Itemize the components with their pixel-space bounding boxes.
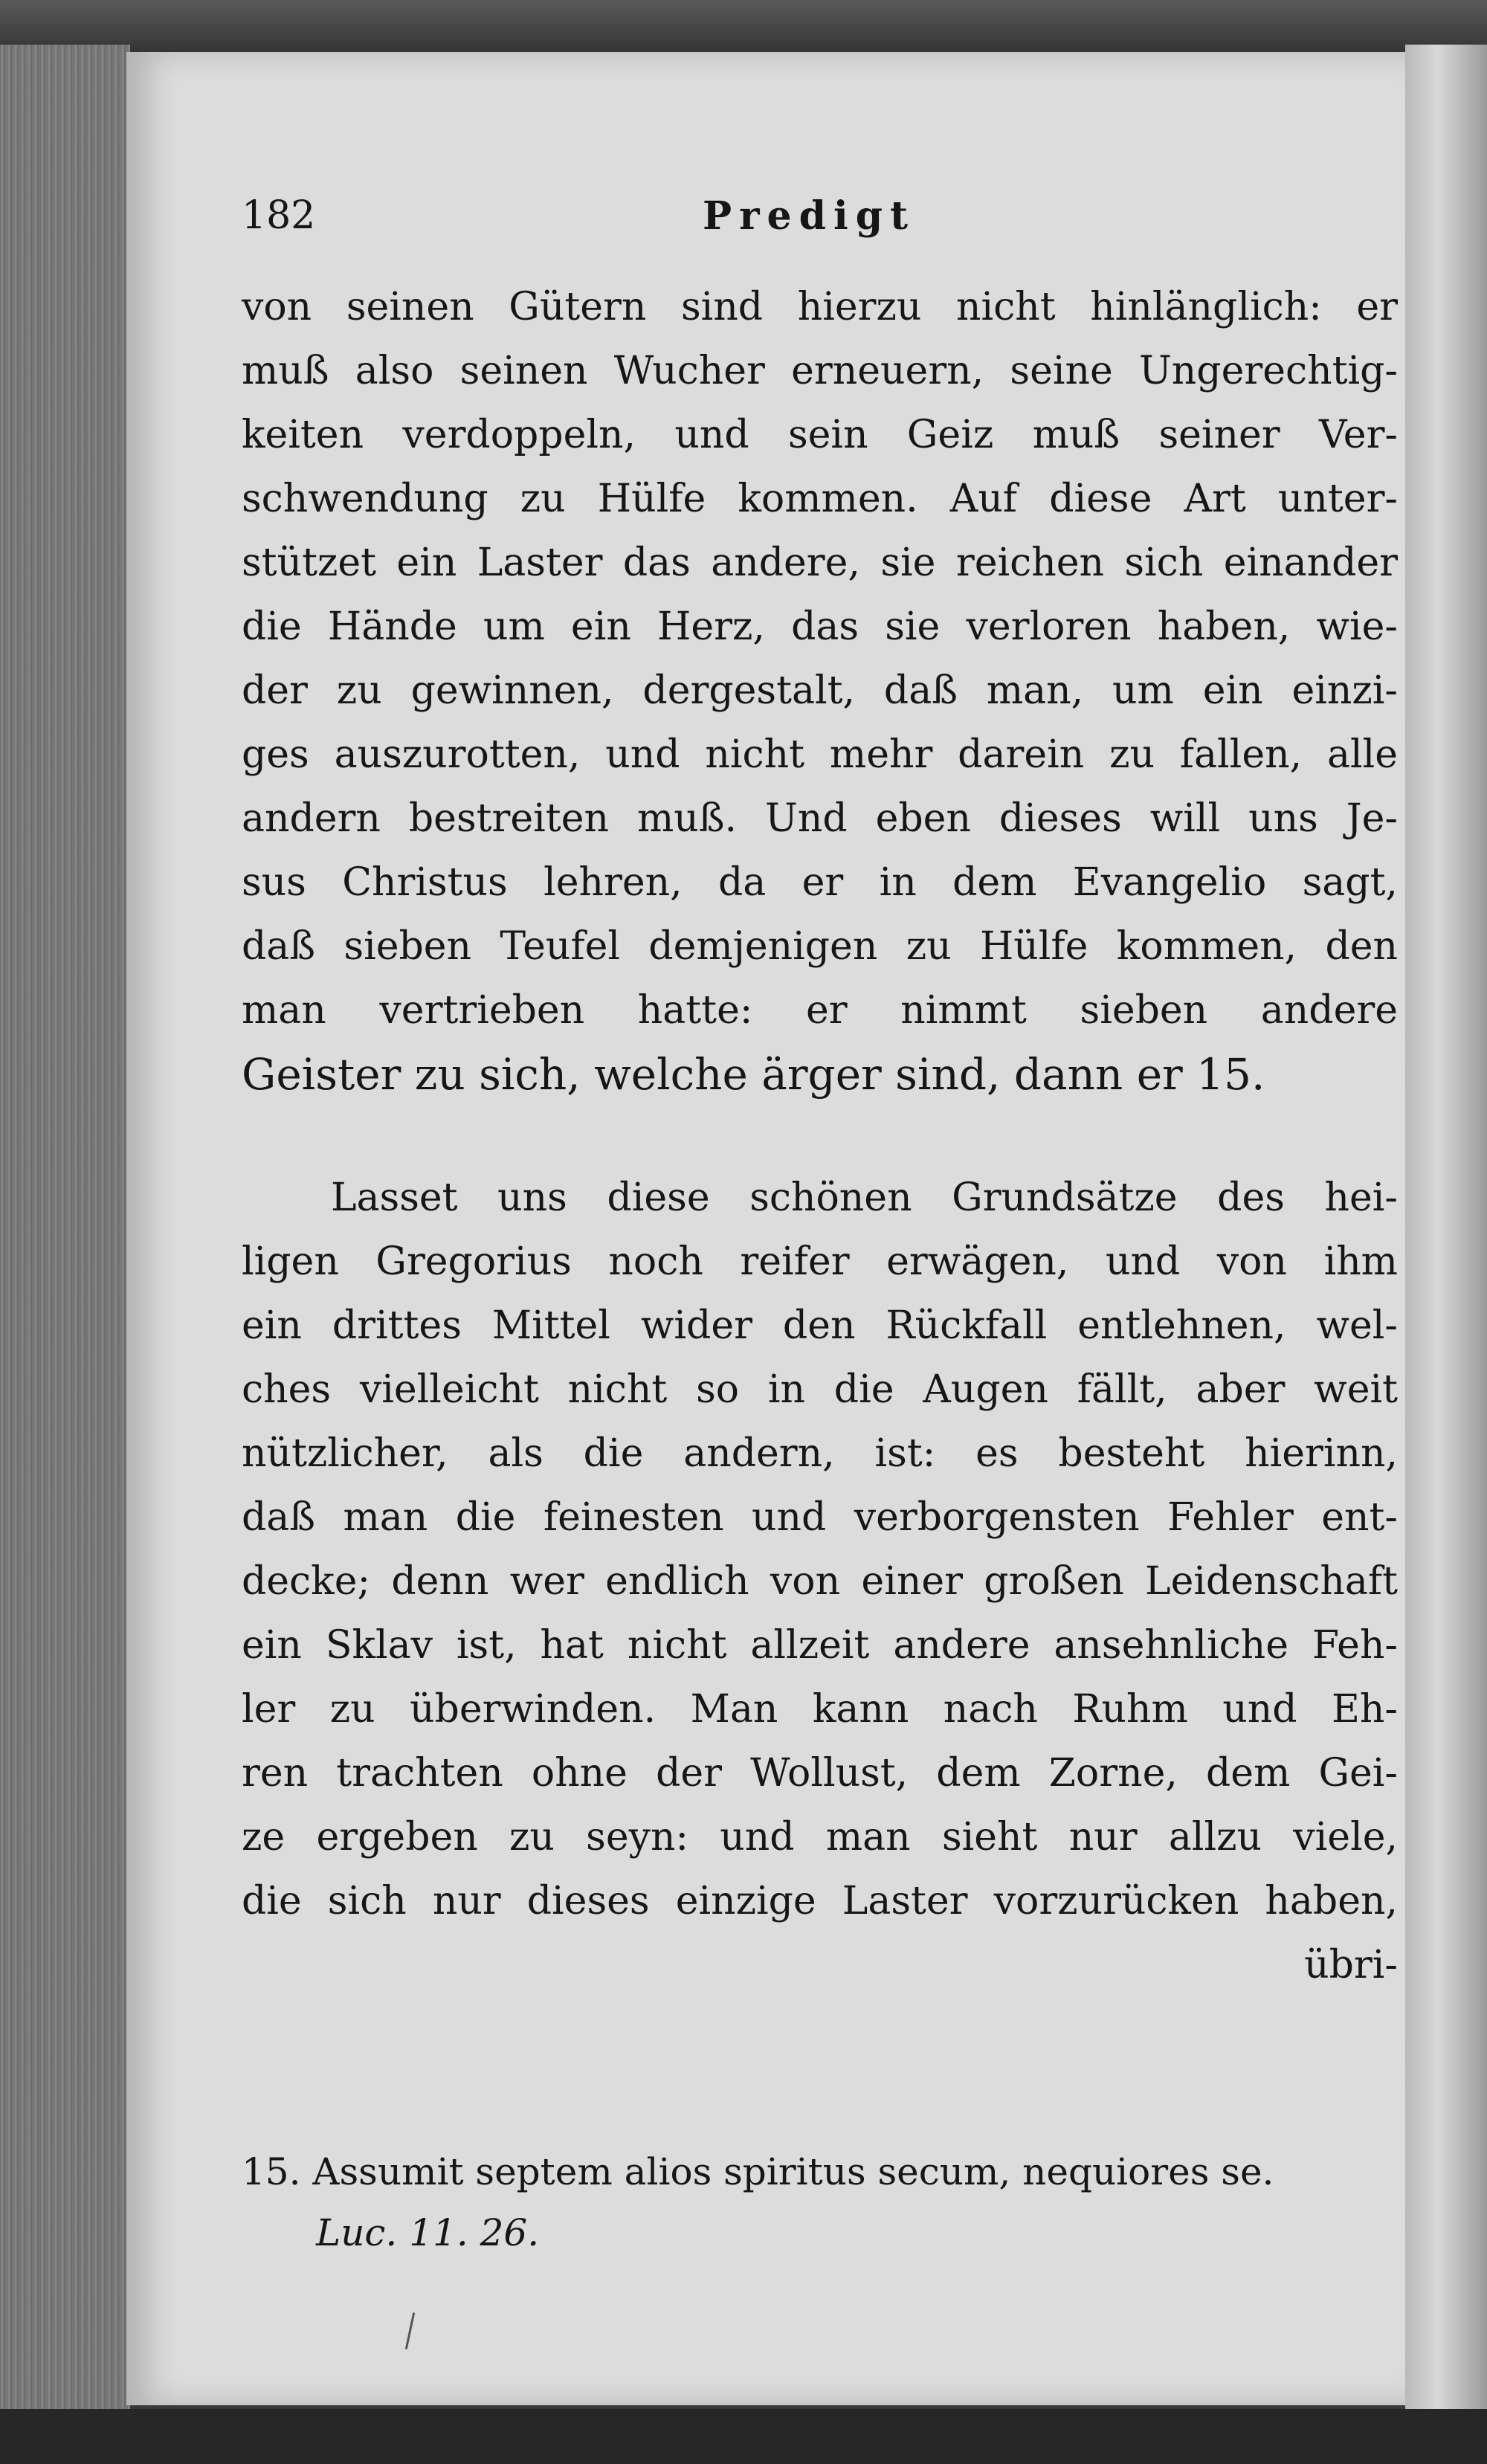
book-edge-right	[1405, 45, 1487, 2424]
text-line: andern bestreiten muß. Und eben dieses will uns Je-	[242, 796, 1398, 841]
text-line: daß sieben Teufel demjenigen zu Hülfe kommen, den	[242, 924, 1398, 969]
text-line: ze ergeben zu seyn: und man sieht nur allzu viele,	[242, 1815, 1398, 1860]
body-text	[242, 275, 1398, 1997]
page-number: 182	[242, 193, 316, 238]
text-line: die sich nur dieses einzige Laster vorzurücken haben,	[242, 1879, 1398, 1923]
paragraph-1	[242, 275, 1398, 1106]
page-header	[242, 193, 1401, 253]
text-line: ges auszurotten, und nicht mehr darein zu fallen, alle	[242, 732, 1398, 777]
book-edge-left	[0, 45, 130, 2424]
text-line: stützet ein Laster das andere, sie reichen sich einander	[242, 541, 1398, 585]
footnote-reference: Luc. 11. 26.	[316, 2211, 540, 2254]
running-head: Predigt	[703, 193, 916, 239]
text-line: ligen Gregorius noch reifer erwägen, und von ihm	[242, 1239, 1398, 1284]
footnote	[242, 2141, 1398, 2263]
text-line: ches vielleicht nicht so in die Augen fällt, aber weit	[242, 1367, 1398, 1412]
text-line: schwendung zu Hülfe kommen. Auf diese Art unter-	[242, 477, 1398, 521]
text-line: muß also seinen Wucher erneuern, seine Ungerechtig-	[242, 349, 1398, 393]
catchword: übri-	[1304, 1943, 1398, 1987]
text-line: ler zu überwinden. Man kann nach Ruhm und Eh-	[242, 1687, 1398, 1732]
text-line: ein Sklav ist, hat nicht allzeit andere ansehnliche Feh-	[242, 1623, 1398, 1668]
text-line: die Hände um ein Herz, das sie verloren haben, wie-	[242, 604, 1398, 649]
text-line: sus Christus lehren, da er in dem Evangelio sagt,	[242, 860, 1398, 905]
text-line: ein drittes Mittel wider den Rückfall entlehnen, wel-	[242, 1303, 1398, 1348]
text-line: von seinen Gütern sind hierzu nicht hinlänglich: er	[242, 285, 1398, 329]
text-line: keiten verdoppeln, und sein Geiz muß seiner Ver-	[242, 413, 1398, 457]
text-line: nützlicher, als die andern, ist: es besteht hierinn,	[242, 1431, 1398, 1476]
paragraph-gap	[242, 1106, 1398, 1166]
text-line: der zu gewinnen, dergestalt, daß man, um ein einzi-	[242, 668, 1398, 713]
paragraph-2	[242, 1166, 1398, 1997]
text-line: ren trachten ohne der Wollust, dem Zorne, dem Gei-	[242, 1751, 1398, 1796]
text-line: daß man die feinesten und verborgensten Fehler ent-	[242, 1495, 1398, 1540]
footnote-text: 15. Assumit septem alios spiritus secum, nequiores se.	[242, 2150, 1274, 2193]
scan-background-bottom	[0, 2409, 1487, 2464]
text-line: Lasset uns diese schönen Grundsätze des hei-	[331, 1175, 1398, 1220]
ink-mark	[405, 2312, 415, 2349]
book-page	[126, 52, 1405, 2405]
text-line: man vertrieben hatte: er nimmt sieben andere	[242, 988, 1398, 1033]
text-line: Geister zu sich, welche ärger sind, dann er 15.	[242, 1049, 1265, 1100]
text-line: decke; denn wer endlich von einer großen Leidenschaft	[242, 1559, 1398, 1604]
